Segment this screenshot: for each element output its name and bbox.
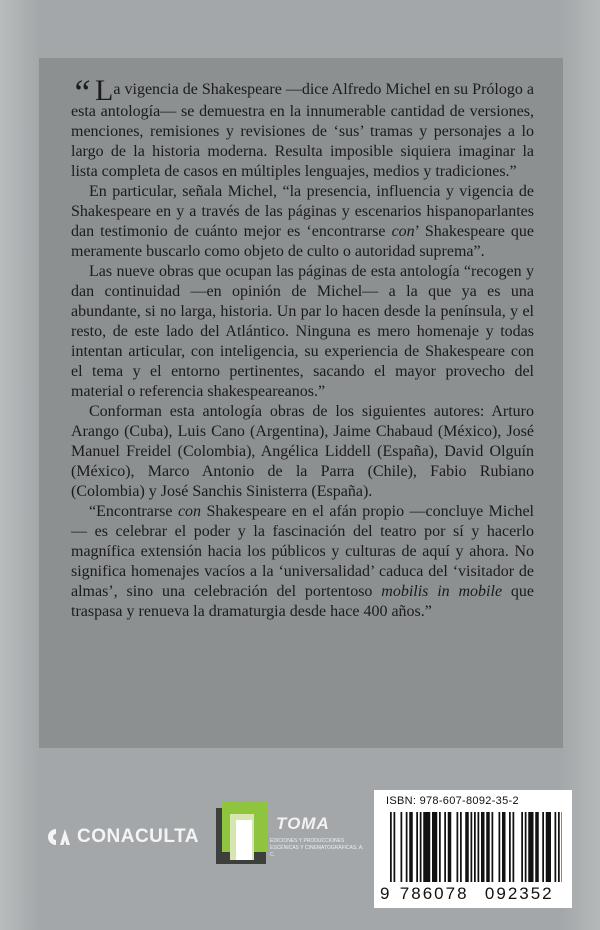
barcode-bars [386,812,562,884]
barcode-bar [401,812,403,882]
barcode-bar [486,812,490,882]
barcode-bar [555,812,557,882]
barcode-bar [521,812,523,882]
barcode-bar [394,812,396,882]
barcode-digit-left: 786078 [399,884,469,903]
barcode-bar [460,812,462,882]
blurb-paragraph-3 [71,262,534,402]
barcode-bar [558,812,560,882]
barcode-bar [457,812,459,882]
italic-text: con [177,503,202,520]
barcode-bar [448,812,452,882]
barcode-bar [525,812,527,882]
barcode-bar [478,812,480,882]
barcode-bar [444,812,446,882]
barcode-bar [492,812,494,882]
barcode-digit-right: 092352 [484,884,554,903]
barcode-bar [465,812,469,882]
barcode-bar [499,812,501,882]
conaculta-wordmark: CONACULTA [77,826,199,847]
barcode-bar [535,812,539,882]
toma-wordmark: TOMA [276,814,330,833]
blurb-paragraph-4 [71,402,534,502]
barcode-digit-lead: 9 [380,884,390,903]
toma-subtitle: EDICIONES Y PRODUCCIONES ESCÉNICAS Y CINEMATOGRÁFICAS, A. C. [270,838,364,858]
barcode-bar [509,812,511,882]
barcode-bar [502,812,506,882]
paragraph-text: que traspasa y renueva la dramaturgia desde hace 400 años.” [71,583,535,620]
isbn-barcode [374,790,572,908]
paragraph-text: ’ Shakespeare que meramente buscarlo como objeto de culto o autoridad suprema”. [71,223,534,260]
barcode-bar [439,812,441,882]
barcode-bar [542,812,544,882]
opening-quote: “ [71,72,92,112]
barcode-bar [406,812,408,882]
barcode-bar [546,812,551,882]
paragraph-text: a vigencia de Shakespeare —dice Alfredo Michel en su Prólogo a esta antología— se demuestra en la innumerable cantidad de versiones, menciones, remisiones y revisiones de ‘sus’ tramas y personajes a lo largo de la historia moderna. Resulta imposible siquiera imaginar la lista completa de casos en múltiples lenguajes, medios y tradiciones.” [71,81,534,180]
barcode-bar [528,812,533,882]
barcode-bar [513,812,515,882]
conaculta-icon [46,828,72,846]
barcode-bar [432,812,437,882]
blurb-paragraph-5 [71,502,534,622]
barcode-digits [380,884,570,904]
barcode-bar [481,812,485,882]
barcode-bar [562,812,563,882]
barcode-bar [416,812,418,882]
paragraph-text: Shakespeare en el afán propio —concluye Michel— es celebrar el poder y la fascinación del teatro por sí y hacerlo magnífica extensión hacia los públicos y culturas de aquí y ahora. No significa homenajes vacíos a la ‘universalidad’ caduca del ‘visitador de almas’, sino una celebración del portentoso [71,503,534,600]
barcode-bar [409,812,413,882]
barcode-bar [423,812,430,882]
dropcap: L [95,74,114,107]
italic-text: mobilis in mobile [381,583,503,600]
paragraph-text: En particular, señala Michel, “la presencia, influencia y vigencia de Shakespeare en y a través de las páginas y escenarios hispanoparlantes dan testimonio de cuánto mejor es ‘encontrarse [71,183,534,240]
isbn-label: ISBN: 978-607-8092-35-2 [386,795,519,807]
blurb-paragraph-1 [71,72,534,182]
paragraph-text: “Encontrarse [89,503,178,520]
toma-logo [212,800,362,870]
toma-squares-icon [212,800,272,870]
barcode-bar [390,812,392,882]
conaculta-logo [46,826,199,848]
barcode-bar [474,812,476,882]
barcode-bar [420,812,422,882]
back-cover-blurb [71,72,535,622]
italic-text: con [391,223,415,240]
paragraph-text: Las nueve obras que ocupan las páginas de esta antología “recogen y dan continuidad —en opinión de Michel— a la que ya es una abundante, si no larga, historia. Un par lo hacen desde la península, y el resto, de este lado del Atlántico. Ninguna es mero homenaje y todas intentan articular, con inteligencia, su experiencia de Shakespeare con el tema y el entorno pertinentes, sacando el mayor provecho del material o referencia shakespeareanos.” [71,263,534,400]
blurb-paragraph-2 [71,182,534,262]
barcode-bar [471,812,473,882]
paragraph-text: Conforman esta antología obras de los siguientes autores: Arturo Arango (Cuba), Luis Cano (Argentina), Jaime Chabaud (México), José Manuel Freidel (Colombia), Angélica Liddell (España), David Olguín (México), Marco Antonio de la Parra (Chile), Fabio Rubiano (Colombia) y José Sanchis Sinisterra (España). [71,403,534,500]
